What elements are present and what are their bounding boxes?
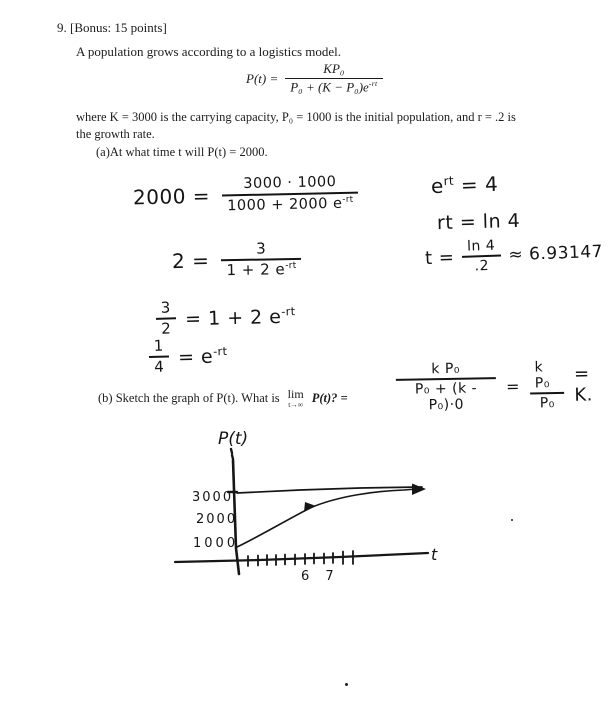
step2-fraction: $\frac{3}{1 + 2 e^{-rt}}$ (221, 240, 302, 280)
scan-speck (511, 519, 513, 521)
y-tick-label-2000: 2000 (196, 512, 238, 527)
x-axis (175, 553, 428, 562)
work-a-step-2 (172, 240, 302, 281)
part-b-work (396, 358, 610, 414)
formula-numerator: KP₀ (323, 61, 345, 76)
time-lhs: t = (424, 246, 455, 269)
y-tick-label-3000: 3000 (192, 490, 234, 505)
graph-x-axis-label: t (431, 545, 438, 564)
problem-header: 9. [Bonus: 15 points] (57, 20, 167, 35)
scan-speck (345, 683, 348, 686)
step1-fraction: $\frac{3000 \cdot 1000}{1000 + 2000 e^{-rt}}$ (222, 174, 359, 215)
limit-result: = K. (573, 363, 594, 406)
given-values-line2: the growth rate. (76, 127, 155, 141)
x-tick-labels: 6 7 (301, 569, 340, 584)
work-a-step-1 (133, 174, 359, 217)
step3-rhs: = 1 + 2 $e^{-rt}$ (184, 303, 296, 330)
part-b-prompt-text: (b) Sketch the graph of P(t). What is (98, 390, 280, 405)
sketch-graph (140, 414, 460, 604)
part-b-prompt (98, 388, 348, 409)
work-a-step-3 (156, 296, 297, 338)
logistic-model-formula (246, 62, 383, 95)
given-values-line1: where K = 3000 is the carrying capacity, P₀ = 1000 is the initial population, and r = .2 is (76, 110, 516, 124)
step4-rhs: = $e^{-rt}$ (177, 343, 228, 369)
step4-fraction: $\frac{1}{4}$ (149, 338, 170, 377)
logistic-curve (237, 489, 417, 547)
part-b-prompt-tail: P(t)? = (311, 390, 348, 405)
step2-denominator: 1 + 2 $e^{-rt}$ (221, 258, 301, 280)
curve-end-arrowhead-icon (412, 484, 426, 496)
graph-y-axis-label: P(t) (218, 429, 249, 449)
y-tick-label-1000: 1000 (193, 536, 239, 551)
time-fraction: $\frac{\ln 4}{.2}$ (462, 237, 501, 274)
work-a-right-step-1: $e^{rt} = 4$ (430, 171, 499, 199)
limit-fraction-1: $\frac{\text{k P₀}}{\text{P₀ + (k - P₀)·0}}$ (396, 360, 497, 414)
step1-lhs: 2000 = (132, 183, 211, 210)
limit-notation: lim t→∞ (287, 387, 304, 409)
time-approx: ≈ 6.93147 (508, 241, 604, 266)
work-a-right-step-3 (424, 234, 603, 276)
y-axis-dashes (231, 449, 233, 459)
problem-intro: A population grows according to a logistics model. (76, 44, 342, 59)
formula-denominator: $P_0 + (K - P_0)e^{-rt}$ (285, 78, 382, 95)
step1-denominator: 1000 + 2000 $e^{-rt}$ (222, 191, 359, 214)
step2-lhs: 2 = (171, 248, 210, 274)
step3-fraction: $\frac{3}{2}$ (156, 299, 177, 338)
formula-lhs: P(t) = (246, 70, 279, 86)
limit-fraction-2: $\frac{\text{k P₀}}{\text{P₀}}$ (529, 359, 564, 412)
limit-eq: = (505, 376, 521, 396)
work-a-step-4 (149, 336, 228, 377)
work-a-right-step-2: rt = ln 4 (436, 209, 521, 235)
part-a-prompt: (a)At what time t will P(t) = 2000. (96, 145, 268, 159)
formula-fraction (285, 62, 382, 95)
